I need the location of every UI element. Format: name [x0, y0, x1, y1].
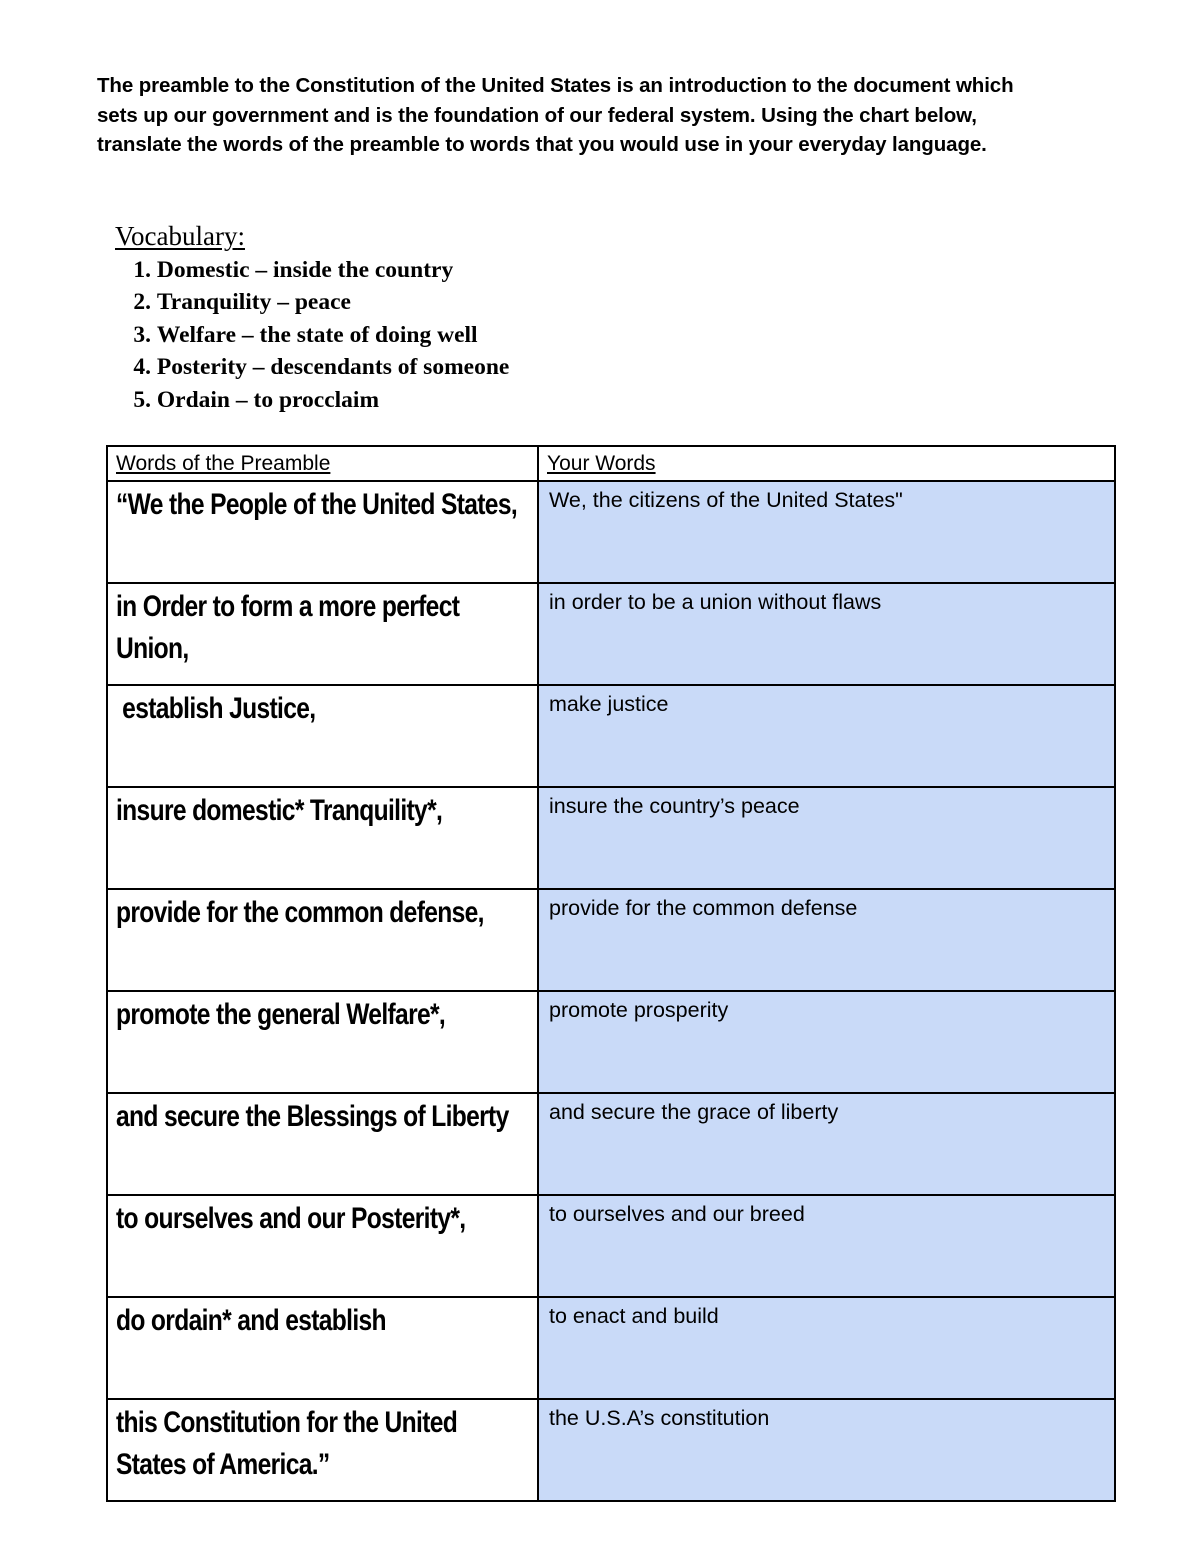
vocabulary-item: [115, 319, 815, 351]
header-your-words-label: Your Words: [547, 452, 656, 475]
your-words-cell[interactable]: to ourselves and our breed: [538, 1195, 1115, 1297]
preamble-phrase: provide for the common defense,: [116, 896, 484, 929]
table-row: [107, 787, 1115, 889]
vocabulary-item-number: 5.: [133, 386, 151, 413]
vocabulary-item-number: 2.: [133, 289, 151, 316]
preamble-phrase-cell: [107, 685, 538, 787]
preamble-phrase-cell: [107, 1093, 538, 1195]
preamble-phrase: insure domestic* Tranquility*,: [116, 794, 443, 827]
vocabulary-item-number: 3.: [133, 321, 151, 348]
vocabulary-item: [115, 254, 815, 286]
preamble-phrase: promote the general Welfare*,: [116, 998, 446, 1031]
vocabulary-item-text: Welfare – the state of doing well: [156, 321, 478, 348]
preamble-phrase: “We the People of the United States,: [116, 488, 518, 521]
preamble-phrase: do ordain* and establish: [116, 1304, 386, 1337]
intro-paragraph: The preamble to the Constitution of the United States is an introduction to the document which sets up our government and is the foundation of our federal system. Using the chart below, translate the words of the preamble to words that you would use in your everyday language.: [97, 74, 1014, 157]
your-words-cell[interactable]: provide for the common defense: [538, 889, 1115, 991]
preamble-phrase-cell: [107, 481, 538, 583]
preamble-phrase-cell: [107, 787, 538, 889]
header-words-of-preamble-label: Words of the Preamble: [116, 452, 331, 475]
preamble-phrase: this Constitution for the United States of America.”: [116, 1406, 458, 1481]
table-row: [107, 583, 1115, 685]
table-header-row: [107, 446, 1115, 481]
vocabulary-heading: [115, 218, 815, 254]
vocabulary-item-number: 4.: [133, 354, 151, 381]
preamble-phrase-cell: [107, 889, 538, 991]
table-row: [107, 1195, 1115, 1297]
vocabulary-item-text: Ordain – to procclaim: [156, 386, 380, 413]
vocabulary-item-text: Tranquility – peace: [156, 289, 351, 316]
preamble-phrase-cell: [107, 1297, 538, 1399]
preamble-phrase-cell: [107, 1399, 538, 1501]
preamble-phrase-cell: [107, 991, 538, 1093]
header-your-words: [538, 446, 1115, 481]
vocabulary-item-number: 1.: [133, 257, 151, 283]
vocabulary-section: [115, 218, 815, 416]
preamble-translation-table: [106, 445, 1116, 1502]
vocabulary-list: [115, 254, 815, 416]
table-row: [107, 991, 1115, 1093]
preamble-phrase: to ourselves and our Posterity*,: [116, 1202, 466, 1235]
preamble-phrase-cell: [107, 583, 538, 685]
your-words-cell[interactable]: the U.S.A’s constitution: [538, 1399, 1115, 1501]
table-row: [107, 1093, 1115, 1195]
vocabulary-heading-colon: :: [237, 221, 245, 251]
table-row: [107, 889, 1115, 991]
your-words-cell[interactable]: promote prosperity: [538, 991, 1115, 1093]
your-words-cell[interactable]: to enact and build: [538, 1297, 1115, 1399]
preamble-phrase: establish Justice,: [116, 692, 316, 725]
your-words-cell[interactable]: make justice: [538, 685, 1115, 787]
your-words-cell[interactable]: and secure the grace of liberty: [538, 1093, 1115, 1195]
vocabulary-item: [115, 384, 815, 416]
table-row: [107, 481, 1115, 583]
your-words-cell[interactable]: insure the country’s peace: [538, 787, 1115, 889]
vocabulary-item: [115, 286, 815, 318]
your-words-cell[interactable]: in order to be a union without flaws: [538, 583, 1115, 685]
your-words-cell[interactable]: We, the citizens of the United States": [538, 481, 1115, 583]
preamble-phrase: and secure the Blessings of Liberty: [116, 1100, 509, 1133]
vocabulary-item-text: Domestic – inside the country: [156, 257, 454, 283]
header-words-of-preamble: [107, 446, 538, 481]
table-row: [107, 1399, 1115, 1501]
preamble-phrase-cell: [107, 1195, 538, 1297]
table-row: [107, 1297, 1115, 1399]
vocabulary-item-text: Posterity – descendants of someone: [156, 354, 510, 381]
vocabulary-heading-text: Vocabulary: [115, 221, 238, 251]
preamble-phrase: in Order to form a more perfect Union,: [116, 590, 460, 665]
table-row: [107, 685, 1115, 787]
vocabulary-item: [115, 351, 815, 383]
